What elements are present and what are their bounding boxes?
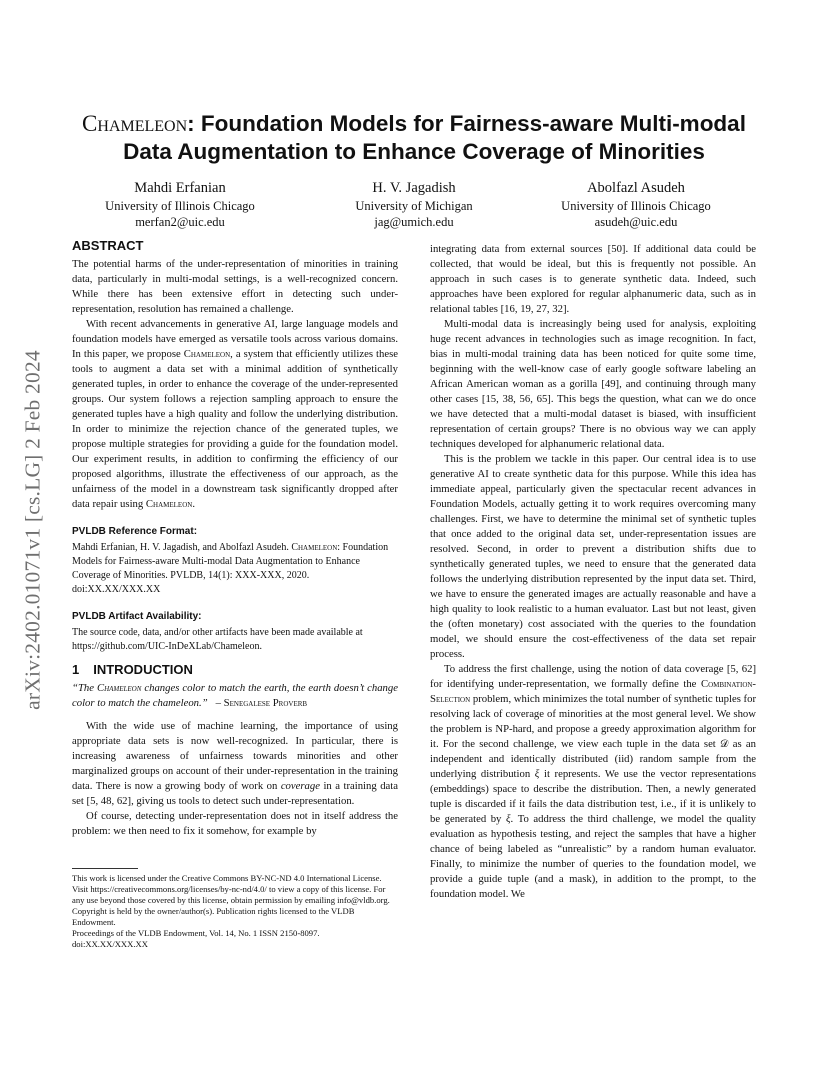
intro-text: With the wide use of machine learning, the importance of using appropriate data sets is now well-recognized. In particular, there is increasing awareness of unfairness towards minorities and other marginalized groups on account of their under-representation in the training data. There is now a growing body of work on	[72, 720, 398, 792]
footnote-rule	[72, 868, 138, 869]
right-column	[430, 242, 756, 902]
intro-text: in a training data set [5, 48, 62], giving us tools to detect such under-representation.	[72, 780, 398, 807]
author-email: merfan2@uic.edu	[135, 215, 225, 229]
intro-heading	[72, 662, 398, 677]
abstract-paragraph-1: The potential harms of the under-representation of minorities in training data, particularly in multi-modal settings, is a well-recognized concern. While there has been extensive effort in detecting such under-representation, resolution has remained a challenge.	[72, 258, 398, 315]
author-name: Abolfazl Asudeh	[587, 180, 685, 196]
math-symbol: 𝒟	[720, 738, 729, 750]
intro-paragraph-2: Of course, detecting under-representation does not in itself address the problem: we then need to fix it somehow, for example by	[72, 810, 398, 837]
emphasis: coverage	[280, 780, 320, 792]
author-email: jag@umich.edu	[374, 215, 454, 229]
reference-authors: Mahdi Erfanian, H. V. Jagadish, and Abolfazl Asudeh.	[72, 542, 292, 553]
pvldb-reference-heading: PVLDB Reference Format:	[72, 526, 198, 537]
proceedings-note: Proceedings of the VLDB Endowment, Vol. 14, No. 1 ISSN 2150-8097.	[72, 928, 320, 938]
author-name: H. V. Jagadish	[372, 180, 456, 196]
body-text: problem, which minimizes the total number of synthetic tuples for resolving lack of coverage of minorities at the most general level. We show the problem is NP-hard, and propose a greedy approximation algorithm for it. For the second challenge, we view each tuple in the data set	[430, 693, 756, 750]
license-note: This work is licensed under the Creative Commons BY-NC-ND 4.0 International License. Visit https://creativecommons.org/licenses/by-nc-nd/4.0/ to view a copy of this license. For any use beyond those covered by this license, obtain permission by emailing info@vldb.org. Copyright is held by the owner/author(s). Publication rights licensed to the VLDB Endowment.	[72, 873, 390, 927]
section-title: INTRODUCTION	[93, 662, 193, 677]
right-paragraph-3: This is the problem we tackle in this paper. Our central idea is to use generative AI to create synthetic data for this purpose. While this idea has immediate appeal, particularly given the spectacular recent advances in Foundation Models, actually getting it to work requires overcoming many challenges. First, we have to determine the minimal set of synthetic tuples that once added to the original data set, under-representation issues are resolved. Second, in order to prevent a distribution shifts due to synthetically generated tuples, we need to ensure that the generated data follows the underlying distribution represented by the input data set. Third, we have to ensure the generated images are actually reasonable and have a high quality to look realistic to a human evaluator. Last but not least, given the (often monetary) cost associated with the queries to the foundation model, we should ensure the cost-effectiveness of the data set repair process.	[430, 453, 756, 660]
abstract-text: With recent advancements in generative AI, large language models and foundation models have emerged as versatile tools across various domains. In this paper, we propose	[72, 318, 398, 360]
author-name: Mahdi Erfanian	[134, 180, 226, 196]
paper-title	[60, 110, 768, 166]
abstract-heading: ABSTRACT	[72, 238, 144, 253]
left-column	[72, 238, 398, 839]
right-paragraph-1: integrating data from external sources [50]. If additional data could be collected, that would be ideal, but this is frequently not possible. An approach in such cases is to generate synthetic data. Indeed, such approaches have been explored for regular alphanumeric data, such as in relational tables [16, 19, 27, 32].	[430, 243, 756, 315]
right-paragraph-2: Multi-modal data is increasingly being used for analysis, exploiting huge recent advances in technologies such as image recognition. In fact, bias in multi-modal training data has been noticed for quite some time, beginning with the well-know case of early google software labeling an African American woman as a gorilla [49], and continuing through many other cases [15, 38, 56, 65]. This begs the question, what can we do once we have detected that a multi-modal dataset is biased, with insufficient representation of certain groups? There is no obvious way we can apply techniques developed for alphanumeric relational data.	[430, 318, 756, 450]
math-symbol: ξ	[505, 813, 511, 825]
pvldb-artifact-body: The source code, data, and/or other artifacts have been made available at https://github.com/UIC-InDeXLab/Chameleon.	[72, 627, 363, 652]
body-text: as an independent and identically distributed (iid) random sample from the underlying distribution	[430, 738, 756, 780]
reference-title: : Foundation Models for Fairness-aware Multi-modal Data Augmentation to Enhance Coverage of Minorities. PVLDB, 14(1): XXX-XXX, 2020.	[72, 542, 389, 581]
abstract-text: .	[192, 498, 195, 510]
system-name: Chameleon	[145, 498, 193, 510]
pvldb-artifact-heading: PVLDB Artifact Availability:	[72, 611, 202, 622]
title-system-name: Chameleon	[82, 111, 188, 136]
footnote	[72, 868, 398, 950]
intro-paragraph-1	[72, 719, 398, 809]
author-affiliation: University of Illinois Chicago	[105, 199, 255, 213]
right-paragraph-4	[430, 662, 756, 902]
title-line2: Data Augmentation to Enhance Coverage of Minorities	[123, 139, 705, 164]
math-symbol: ξ	[534, 768, 540, 780]
arxiv-stamp	[18, 300, 48, 760]
reference-doi: doi:XX.XX/XXX.XX	[72, 584, 161, 595]
title-line1-rest: : Foundation Models for Fairness-aware Multi-modal	[187, 111, 746, 136]
body-text: . To address the third challenge, we model the quality evaluation as hypothesis testing, and reject the samples that have a higher chance of being labeled as “unrealistic” by a random human evaluator. Finally, to minimize the number of queries to the foundation model, we provide a guide tuple (and a mask), in addition to the prompt, to the foundation model. We	[430, 813, 757, 900]
body-text: To address the first challenge, using the notion of data coverage [5, 62] for identifying under-representation, we formally define the	[430, 663, 756, 690]
author-block	[60, 178, 768, 230]
system-name: Chameleon	[291, 542, 338, 553]
section-number: 1	[72, 662, 80, 677]
epigraph	[72, 681, 398, 711]
pvldb-reference-body	[72, 541, 398, 597]
author-3	[516, 178, 756, 230]
abstract-text: , a system that efficiently utilizes these tools to augment a data set with a minimal addition of synthetically generated tuples, in order to enhance the coverage of the under-represented groups. Our system follows a rejection sampling approach to ensure the generated tuples have a high quality and follow the underlying distribution. In order to minimize the rejection chance of the generated tuples, we propose multiple strategies for providing a guide for the foundation model. Our experiment results, in addition to confirming the efficiency of our proposed algorithms, illustrate the effectiveness of our approach, as the unfairness of the model in a downstream task significantly dropped after data repair using	[72, 348, 398, 510]
system-name: Chameleon	[183, 348, 231, 360]
author-affiliation: University of Illinois Chicago	[561, 199, 711, 213]
author-1	[60, 178, 300, 230]
author-email: asudeh@uic.edu	[594, 215, 678, 229]
footnote-doi: doi:XX.XX/XXX.XX	[72, 939, 148, 949]
abstract-paragraph-2	[72, 317, 398, 512]
epigraph-source: – Senegalese Proverb	[215, 697, 308, 709]
epigraph-text: “The	[72, 682, 97, 694]
system-name: Chameleon	[96, 682, 142, 694]
body-text: it represents. We use the vector representations (embeddings) space to describe the distribution. Then, a newly generated tuple is discarded if it fails the data distribution test, i.e., if it is unlikely to be generated by	[430, 768, 756, 825]
epigraph-text: changes color to match the earth, the earth doesn’t change color to match the chameleon.”	[72, 682, 398, 709]
author-2	[294, 178, 534, 230]
arxiv-identifier: arXiv:2402.01071v1 [cs.LG] 2 Feb 2024	[20, 350, 45, 710]
problem-name: Combination-Selection	[430, 678, 756, 705]
author-affiliation: University of Michigan	[355, 199, 473, 213]
